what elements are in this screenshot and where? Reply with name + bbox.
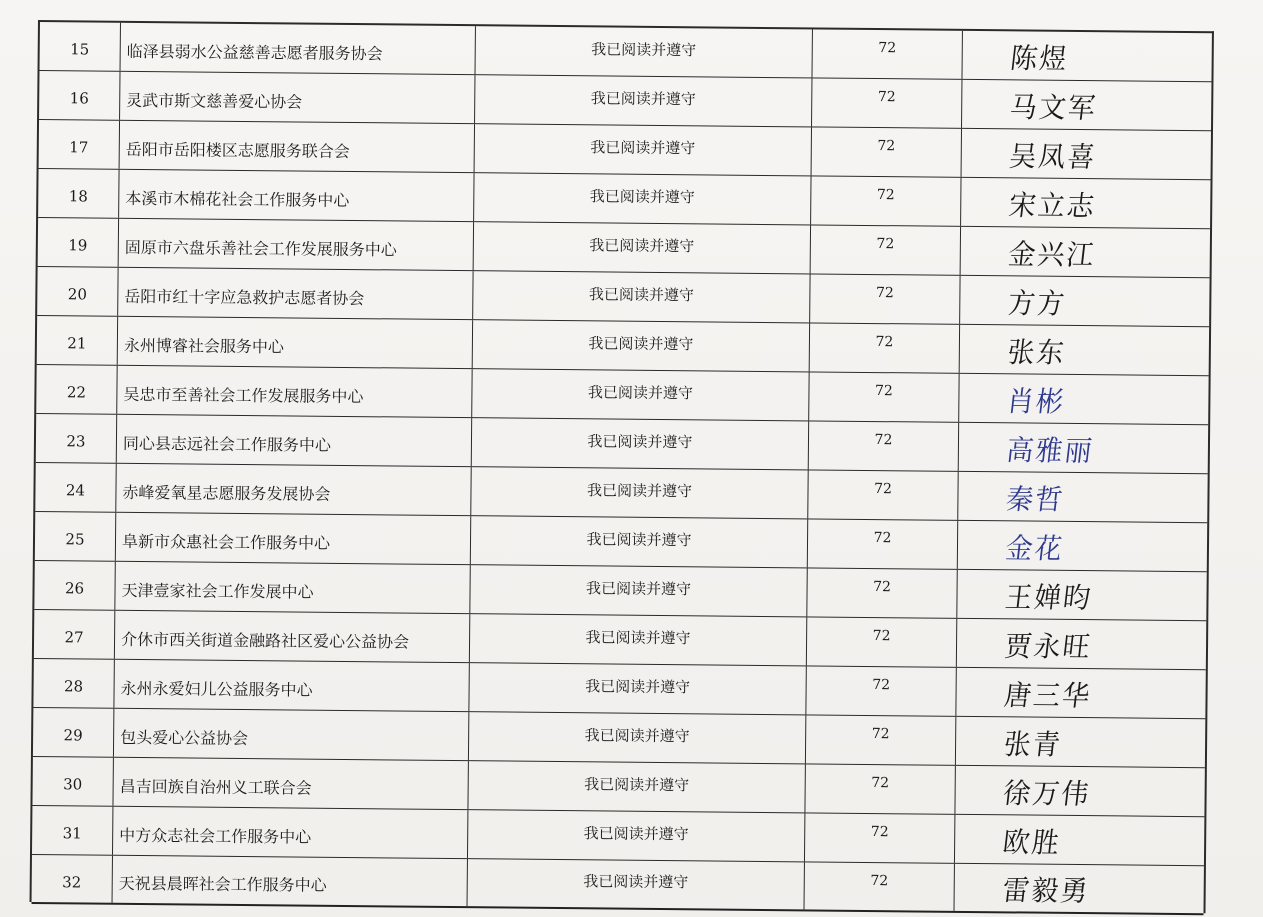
row-number: 31 bbox=[32, 806, 113, 855]
signature-cell bbox=[959, 374, 1208, 424]
handwritten-signature: 唐三华 bbox=[1002, 679, 1094, 713]
row-number: 15 bbox=[40, 22, 121, 71]
score: 72 bbox=[805, 813, 955, 862]
score: 72 bbox=[807, 617, 957, 666]
handwritten-signature: 雷毅勇 bbox=[1000, 874, 1092, 909]
score: 72 bbox=[811, 225, 961, 274]
signature-cell bbox=[955, 815, 1204, 865]
row-number: 24 bbox=[35, 463, 116, 512]
compliance-statement: 我已阅读并遵守 bbox=[473, 271, 810, 322]
row-number: 19 bbox=[38, 218, 119, 267]
organization-name: 包头爱心公益协会 bbox=[114, 709, 469, 760]
row-number: 27 bbox=[34, 610, 115, 659]
row-number: 28 bbox=[33, 659, 114, 708]
organization-name: 赤峰爱氧星志愿服务发展协会 bbox=[116, 464, 471, 515]
compliance-statement: 我已阅读并遵守 bbox=[470, 565, 807, 616]
score: 72 bbox=[806, 715, 956, 764]
handwritten-signature: 徐万伟 bbox=[1001, 777, 1093, 811]
signature-cell bbox=[961, 178, 1210, 228]
signature-cell bbox=[955, 766, 1204, 816]
score: 72 bbox=[807, 568, 957, 617]
score: 72 bbox=[804, 862, 954, 910]
signature-cell bbox=[958, 521, 1207, 571]
score: 72 bbox=[812, 29, 962, 78]
row-number: 21 bbox=[37, 316, 118, 365]
handwritten-signature: 陈煜 bbox=[1008, 42, 1071, 76]
signature-cell bbox=[962, 80, 1211, 130]
row-number: 18 bbox=[38, 169, 119, 218]
row-number: 32 bbox=[32, 855, 113, 903]
score: 72 bbox=[810, 323, 960, 372]
compliance-statement: 我已阅读并遵守 bbox=[470, 614, 807, 665]
handwritten-signature: 马文军 bbox=[1008, 91, 1099, 125]
row-number: 17 bbox=[39, 120, 120, 169]
compliance-statement: 我已阅读并遵守 bbox=[475, 75, 812, 126]
score: 72 bbox=[805, 764, 955, 813]
compliance-statement: 我已阅读并遵守 bbox=[468, 810, 805, 861]
compliance-statement: 我已阅读并遵守 bbox=[474, 222, 811, 273]
score: 72 bbox=[812, 127, 962, 176]
signature-table bbox=[30, 20, 1214, 913]
compliance-statement: 我已阅读并遵守 bbox=[475, 124, 812, 175]
compliance-statement: 我已阅读并遵守 bbox=[472, 369, 809, 420]
row-number: 22 bbox=[36, 365, 117, 414]
handwritten-signature: 贾永旺 bbox=[1002, 630, 1094, 664]
handwritten-signature: 肖彬 bbox=[1005, 385, 1067, 419]
signature-cell bbox=[960, 325, 1209, 375]
row-number: 23 bbox=[36, 414, 117, 463]
handwritten-signature: 金兴江 bbox=[1006, 238, 1098, 272]
table-row bbox=[32, 855, 1204, 915]
organization-name: 永州博睿社会服务中心 bbox=[118, 317, 473, 368]
handwritten-signature: 欧胜 bbox=[1000, 826, 1063, 860]
organization-name: 灵武市斯文慈善爱心协会 bbox=[120, 72, 475, 123]
signature-cell bbox=[962, 31, 1211, 81]
score: 72 bbox=[809, 421, 959, 470]
organization-name: 固原市六盘乐善社会工作发展服务中心 bbox=[119, 219, 474, 270]
organization-name: 阜新市众惠社会工作服务中心 bbox=[116, 513, 471, 564]
row-number: 30 bbox=[32, 757, 113, 806]
organization-name: 昌吉回族自治州义工联合会 bbox=[113, 758, 468, 809]
row-number: 29 bbox=[33, 708, 114, 757]
compliance-statement: 我已阅读并遵守 bbox=[471, 467, 808, 518]
score: 72 bbox=[806, 666, 956, 715]
organization-name: 中方众志社会工作服务中心 bbox=[113, 807, 468, 858]
handwritten-signature: 宋立志 bbox=[1007, 189, 1098, 223]
compliance-statement: 我已阅读并遵守 bbox=[468, 859, 805, 909]
signature-cell bbox=[956, 668, 1205, 718]
organization-name: 岳阳市红十字应急救护志愿者协会 bbox=[118, 268, 473, 319]
signature-cell bbox=[956, 717, 1205, 767]
organization-name: 临泽县弱水公益慈善志愿者服务协会 bbox=[121, 23, 476, 74]
compliance-statement: 我已阅读并遵守 bbox=[472, 418, 809, 469]
compliance-statement: 我已阅读并遵守 bbox=[475, 26, 812, 77]
signature-cell bbox=[957, 619, 1206, 669]
organization-name: 本溪市木棉花社会工作服务中心 bbox=[119, 170, 474, 221]
handwritten-signature: 秦哲 bbox=[1004, 483, 1066, 517]
organization-name: 天祝县晨晖社会工作服务中心 bbox=[113, 856, 468, 906]
score: 72 bbox=[811, 176, 961, 225]
organization-name: 岳阳市岳阳楼区志愿服务联合会 bbox=[120, 121, 475, 172]
score: 72 bbox=[810, 274, 960, 323]
row-number: 25 bbox=[35, 512, 116, 561]
compliance-statement: 我已阅读并遵守 bbox=[473, 320, 810, 371]
compliance-statement: 我已阅读并遵守 bbox=[469, 663, 806, 714]
compliance-statement: 我已阅读并遵守 bbox=[468, 761, 805, 812]
signature-cell bbox=[961, 227, 1210, 277]
organization-name: 吴忠市至善社会工作发展服务中心 bbox=[117, 366, 472, 417]
handwritten-signature: 金花 bbox=[1003, 532, 1066, 566]
signature-cell bbox=[958, 472, 1207, 522]
compliance-statement: 我已阅读并遵守 bbox=[474, 173, 811, 224]
signature-cell bbox=[959, 423, 1208, 473]
compliance-statement: 我已阅读并遵守 bbox=[471, 516, 808, 567]
organization-name: 介休市西关街道金融路社区爱心公益协会 bbox=[115, 611, 470, 662]
score: 72 bbox=[808, 519, 958, 568]
row-number: 16 bbox=[39, 71, 120, 120]
handwritten-signature: 吴凤喜 bbox=[1007, 140, 1099, 174]
score: 72 bbox=[812, 78, 962, 127]
signature-cell bbox=[960, 276, 1209, 326]
row-number: 26 bbox=[34, 561, 115, 610]
organization-name: 同心县志远社会工作服务中心 bbox=[117, 415, 472, 466]
handwritten-signature: 高雅丽 bbox=[1004, 434, 1096, 468]
signature-cell bbox=[954, 864, 1203, 913]
handwritten-signature: 张青 bbox=[1001, 728, 1064, 762]
compliance-statement: 我已阅读并遵守 bbox=[469, 712, 806, 763]
row-number: 20 bbox=[37, 267, 118, 316]
handwritten-signature: 张东 bbox=[1005, 336, 1068, 370]
signature-cell bbox=[957, 570, 1206, 620]
score: 72 bbox=[809, 372, 959, 421]
handwritten-signature: 王婵昀 bbox=[1003, 581, 1095, 615]
handwritten-signature: 方方 bbox=[1006, 287, 1068, 321]
organization-name: 永州永爱妇儿公益服务中心 bbox=[114, 660, 469, 711]
organization-name: 天津壹家社会工作发展中心 bbox=[115, 562, 470, 613]
signature-cell bbox=[962, 129, 1211, 179]
score: 72 bbox=[808, 470, 958, 519]
